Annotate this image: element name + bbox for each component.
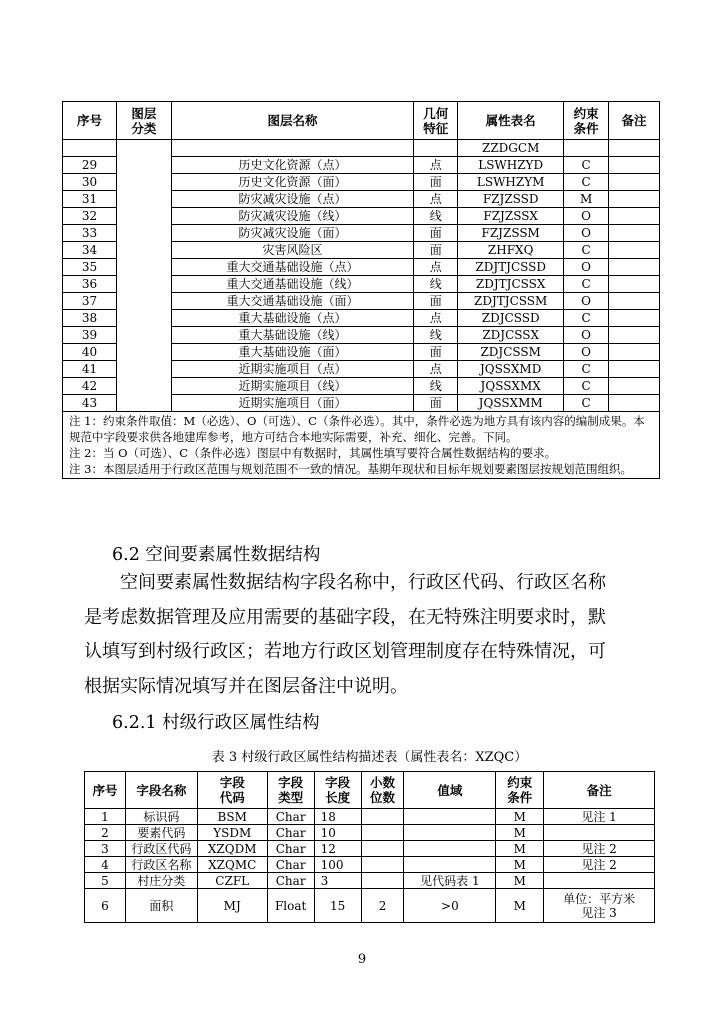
paragraph-line: 空间要素属性数据结构字段名称中，行政区代码、行政区名称 (120, 572, 606, 593)
note-1: 注 1：约束条件取值：M（必选）、O（可选）、C（条件必选）。其中，条件必选为地方具有该内容的编制成果。本规范中字段要求供各地建库参考，地方可结合本地实际需要，补充、细化、完善。下同。 (69, 414, 645, 444)
table-header-row (85, 772, 655, 809)
col-header-remarks: 备注 (544, 772, 655, 809)
col-header-index: 序号 (85, 772, 126, 809)
body-paragraph (84, 566, 644, 704)
col-header-decimals: 小数 位数 (361, 772, 404, 809)
col-header-field-type: 字段 类型 (267, 772, 314, 809)
note-3: 注 3：本图层适用于行政区范围与规划范围不一致的情况。基期年现状和目标年规划要素图层按规划范围组织。 (69, 462, 632, 476)
table-row: 5 村庄分类 CZFL Char 3 见代码表 1 M (85, 873, 655, 889)
col-header-category: 图层 分类 (116, 102, 171, 140)
table-row: ZZDGCM (63, 140, 660, 157)
note-2: 注 2：当 O（可选）、C（条件必选）图层中有数据时，其属性填写要符合属性数据结构的要求。 (69, 446, 557, 460)
table-header-row (63, 102, 660, 140)
attribute-table (84, 771, 655, 923)
paragraph-line: 认填写到村级行政区；若地方行政区划管理制度存在特殊情况，可 (84, 641, 606, 662)
col-header-domain: 值域 (404, 772, 496, 809)
col-header-layer-name: 图层名称 (171, 102, 414, 140)
col-header-field-name: 字段名称 (125, 772, 197, 809)
table-row: 29 历史文化资源（点） 点 LSWHZYD C (63, 157, 660, 174)
table-notes (63, 412, 660, 479)
layer-table (62, 101, 660, 479)
col-header-constraint: 约束 条件 (496, 772, 544, 809)
table-row: 35 重大交通基础设施（点） 点 ZDJTJCSSD O (63, 259, 660, 276)
category-cell (116, 140, 171, 412)
paragraph-line: 根据实际情况填写并在图层备注中说明。 (84, 675, 408, 697)
table-row: 33 防灾减灾设施（面） 面 FZJZSSM O (63, 225, 660, 242)
page-number: 9 (357, 952, 367, 967)
col-header-table-name: 属性表名 (458, 102, 564, 140)
paragraph-line: 是考虑数据管理及应用需要的基础字段，在无特殊注明要求时，默 (84, 606, 606, 628)
table-row: 1 标识码 BSM Char 18 M 见注 1 (85, 809, 655, 825)
table-row: 32 防灾减灾设施（线） 线 FZJZSSX O (63, 208, 660, 225)
table-row: 3 行政区代码 XZQDM Char 12 M 见注 2 (85, 841, 655, 857)
table-row: 34 灾害风险区 面 ZHFXQ C (63, 242, 660, 259)
table-row: 4 行政区名称 XZQMC Char 100 M 见注 2 (85, 857, 655, 873)
section-heading-6-2: 6.2 空间要素属性数据结构 (112, 545, 321, 565)
section-heading-6-2-1: 6.2.1 村级行政区属性结构 (112, 713, 320, 733)
col-header-field-code: 字段 代码 (197, 772, 267, 809)
table-row: 30 历史文化资源（面） 面 LSWHZYM C (63, 174, 660, 191)
table-row: 43 近期实施项目（面） 面 JQSSXMM C (63, 395, 660, 412)
table-row: 41 近期实施项目（点） 点 JQSSXMD C (63, 361, 660, 378)
col-header-remarks: 备注 (609, 102, 660, 140)
col-header-geometry: 几何 特征 (414, 102, 458, 140)
table-row: 36 重大交通基础设施（线） 线 ZDJTJCSSX C (63, 276, 660, 293)
table-caption: 表 3 村级行政区属性结构描述表（属性表名：XZQC） (211, 750, 528, 765)
table-row: 39 重大基础设施（线） 线 ZDJCSSX O (63, 327, 660, 344)
table-row: 2 要素代码 YSDM Char 10 M (85, 825, 655, 841)
table-notes-row (63, 412, 660, 479)
table-row: 38 重大基础设施（点） 点 ZDJCSSD C (63, 310, 660, 327)
col-header-constraint: 约束 条件 (564, 102, 609, 140)
table-row: 40 重大基础设施（面） 面 ZDJCSSM O (63, 344, 660, 361)
table-row: 6 面积 MJ Float 15 2 >0 M 单位：平方米 见注 3 (85, 889, 655, 923)
table-row: 37 重大交通基础设施（面） 面 ZDJTJCSSM O (63, 293, 660, 310)
table-row: 31 防灾减灾设施（点） 点 FZJZSSD M (63, 191, 660, 208)
col-header-field-length: 字段 长度 (314, 772, 361, 809)
table-row: 42 近期实施项目（线） 线 JQSSXMX C (63, 378, 660, 395)
col-header-index: 序号 (63, 102, 117, 140)
